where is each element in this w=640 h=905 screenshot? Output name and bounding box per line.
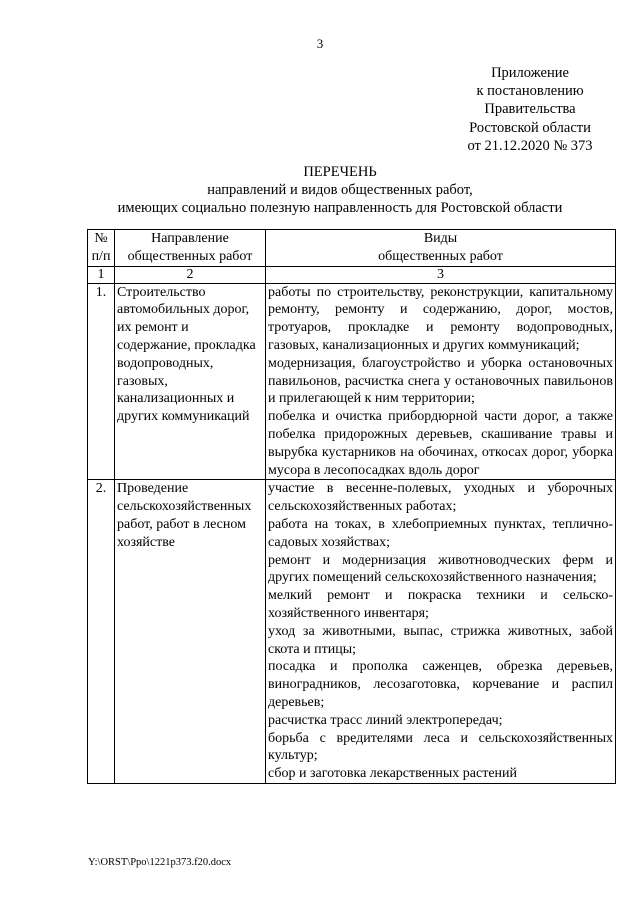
work-item: участие в весенне-полевых, уходных и уборочных сельскохозяйственных работах; xyxy=(268,481,613,515)
file-path-footer: Y:\ORST\Ppo\1221p373.f20.docx xyxy=(88,857,232,868)
work-item: побелка и очистка прибордюрной части дорог, а также побелка придорожных деревьев, скашивание травы и вырубка кустарников на обочинах, откосах дорог, уборка мусора в лесопосадках вдоль дорог xyxy=(268,409,613,478)
works-table xyxy=(87,229,616,784)
header-kinds-line: Виды xyxy=(423,231,458,246)
work-item: уход за животными, выпас, стрижка животных, забой скота и птицы; xyxy=(268,623,613,657)
header-direction xyxy=(115,230,266,267)
work-item: мелкий ремонт и покраска техники и сельско-хозяйственного инвентаря; xyxy=(268,588,613,621)
work-item: модернизация, благоустройство и уборка остановочных павильонов, расчистка снега у остановочных павильонов и прилегающей к ним территории; xyxy=(268,355,613,407)
work-item: посадка и прополка саженцев, обрезка деревьев, виноградников, лесозаготовка, корчевание и распил деревьев; xyxy=(268,659,613,710)
title-line-2: имеющих социально полезную направленность для Ростовской области xyxy=(117,200,563,216)
column-number: 3 xyxy=(266,266,616,283)
table-header-row xyxy=(88,230,616,267)
work-item: сбор и заготовка лекарственных растений xyxy=(268,766,518,782)
row-direction: Строительство автомобильных дорог, их ремонт и содержание, прокладка водопроводных, газовых, канализационных и других коммуникаций xyxy=(115,283,266,480)
row-works xyxy=(266,480,616,784)
header-kinds-line: общественных работ xyxy=(378,248,503,264)
work-item: расчистка трасс линий электропередач; xyxy=(268,712,503,728)
work-item: работы по строительству, реконструкции, капитальному ремонту, ремонту и содержанию, дорог, мостов, тротуаров, прокладке и ремонту водопроводных, газовых, канализационных и других коммуникаций; xyxy=(268,284,613,353)
header-num xyxy=(88,230,115,267)
table-row xyxy=(88,480,616,784)
header-num-line: п/п xyxy=(91,248,111,264)
column-number: 2 xyxy=(115,266,266,283)
header-direction-line: общественных работ xyxy=(127,248,253,264)
header-kinds xyxy=(266,230,616,267)
appendix-line: Ростовской области xyxy=(469,119,591,136)
row-works xyxy=(266,283,616,480)
appendix-line: Правительства xyxy=(484,101,576,118)
title-heading: ПЕРЕЧЕНЬ xyxy=(303,164,377,180)
work-item: работа на токах, в хлебоприемных пунктах, теплично-садовых хозяйствах; xyxy=(268,516,613,550)
header-num-line: № xyxy=(94,231,108,246)
row-direction: Проведение сельскохозяйственных работ, работ в лесном хозяйстве xyxy=(115,480,266,784)
page-number: 3 xyxy=(316,36,324,51)
column-number: 1 xyxy=(88,266,115,283)
work-item: ремонт и модернизация животноводческих ферм и других помещений сельскохозяйственного назначения; xyxy=(268,552,613,586)
title-line-1: направлений и видов общественных работ, xyxy=(207,182,473,198)
row-number: 2. xyxy=(88,480,115,784)
work-item: борьба с вредителями леса и сельскохозяйственных культур; xyxy=(268,730,613,764)
column-numbers-row xyxy=(88,266,616,283)
header-direction-line: Направление xyxy=(151,231,229,246)
appendix-line: к постановлению xyxy=(476,83,584,100)
table-row xyxy=(88,283,616,480)
row-number: 1. xyxy=(88,283,115,480)
appendix-line: Приложение xyxy=(491,65,569,81)
appendix-date-line: от 21.12.2020 № 373 xyxy=(467,137,593,154)
document-title xyxy=(0,163,640,217)
appendix-block xyxy=(430,64,630,155)
